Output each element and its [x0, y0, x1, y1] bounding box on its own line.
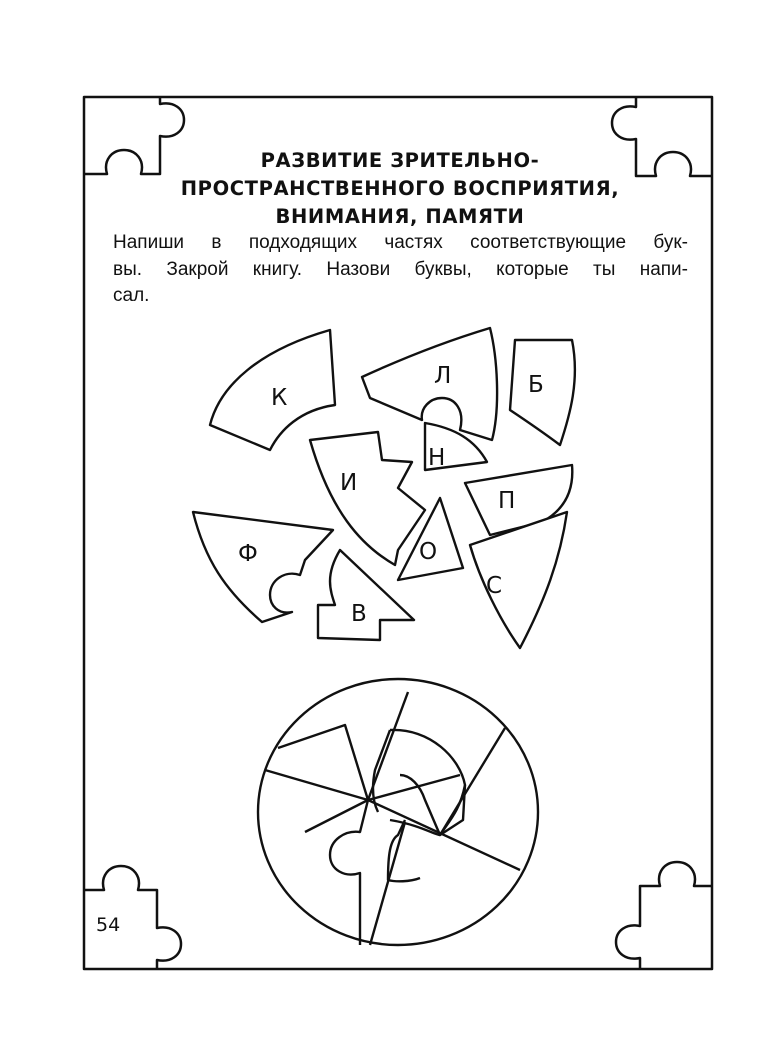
- piece-i: [310, 432, 425, 565]
- piece-f: [193, 512, 333, 622]
- letter-v: В: [351, 601, 367, 627]
- assembled-circle-puzzle: [258, 679, 538, 945]
- letter-o: О: [419, 539, 438, 565]
- title-line-3: ВНИМАНИЯ, ПАМЯТИ: [275, 205, 525, 228]
- instruction-line-1: Напиши в подходящих частях соответствующие бук-: [113, 232, 688, 253]
- letter-i: И: [340, 470, 358, 496]
- title-line-2: ПРОСТРАНСТВЕННОГО ВОСПРИЯТИЯ,: [180, 177, 620, 200]
- letter-b: Б: [528, 372, 544, 398]
- letter-p: П: [498, 488, 516, 514]
- letter-n: Н: [428, 445, 446, 471]
- title-line-1: РАЗВИТИЕ ЗРИТЕЛЬНО-: [260, 149, 540, 172]
- instruction-line-2: вы. Закрой книгу. Назови буквы, которые ты напи-: [113, 258, 688, 280]
- letter-s: С: [486, 573, 503, 599]
- letter-l: Л: [434, 363, 452, 389]
- letter-k: К: [271, 385, 288, 411]
- letter-f: Ф: [238, 541, 258, 567]
- piece-s: [470, 512, 567, 648]
- page-number: 54: [96, 914, 121, 936]
- instruction-line-3: сал.: [113, 285, 150, 306]
